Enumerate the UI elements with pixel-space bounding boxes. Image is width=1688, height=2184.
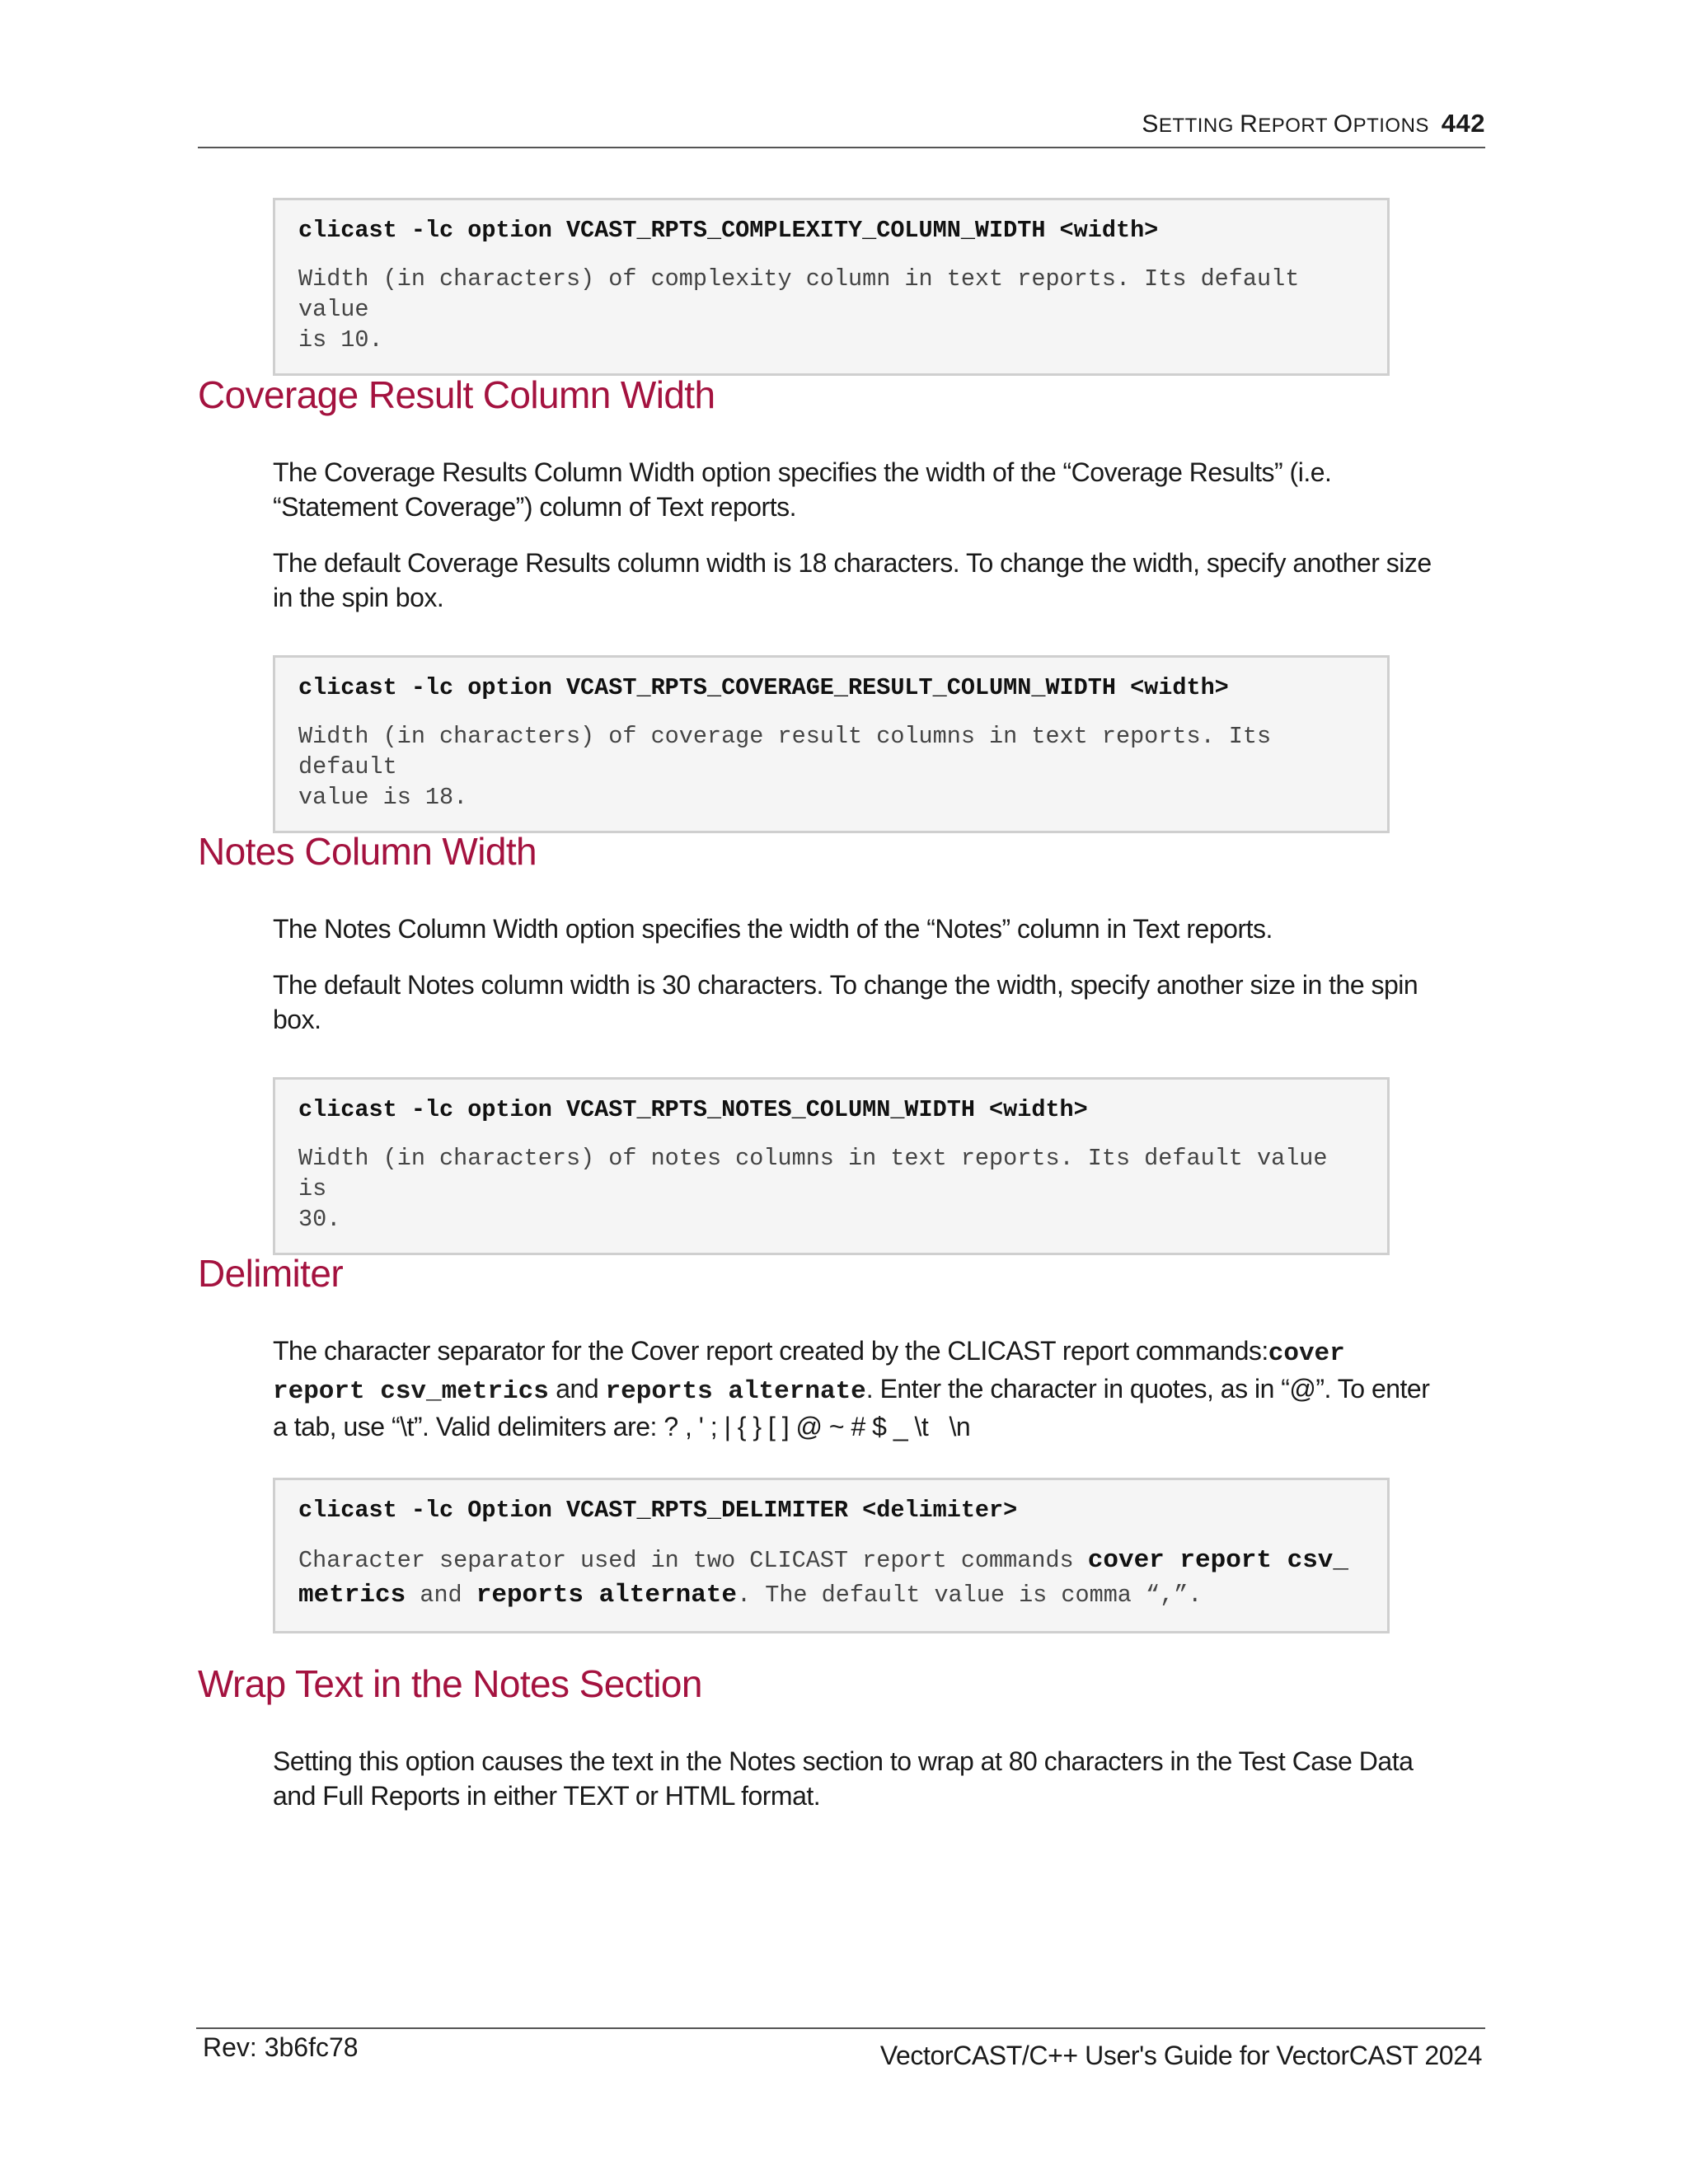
paragraph-line: box. bbox=[273, 1005, 321, 1034]
command-line: clicast -lc Option VCAST_RPTS_DELIMITER <delimiter> bbox=[298, 1497, 1018, 1524]
page-header bbox=[198, 104, 1485, 148]
header-title-part: PTIONS bbox=[1353, 115, 1429, 137]
paragraph bbox=[273, 1744, 1493, 1813]
command-description bbox=[298, 1143, 1364, 1235]
paragraph-line: The default Notes column width is 30 characters. To change the width, specify another size in the spin bbox=[273, 970, 1418, 1000]
heading-coverage-result-column-width: Coverage Result Column Width bbox=[198, 373, 715, 416]
text-run: a tab, use “\t”. Valid delimiters are: ? , ' ; | { } [ ] @ ~ # $ _ \t \n bbox=[273, 1412, 971, 1441]
description-line: Width (in characters) of coverage result columns in text reports. Its default bbox=[298, 723, 1272, 780]
code-box-complexity-width bbox=[273, 198, 1390, 376]
page-number: 442 bbox=[1441, 109, 1485, 138]
running-header-title bbox=[1142, 109, 1485, 138]
paragraph-line bbox=[273, 1409, 1493, 1444]
paragraph-line: Setting this option causes the text in the Notes section to wrap at 80 characters in the Test Case Data bbox=[273, 1746, 1414, 1776]
text-run: . The default value is comma “,”. bbox=[737, 1582, 1203, 1609]
header-title-part: R bbox=[1240, 110, 1259, 138]
paragraph-line: The default Coverage Results column width is 18 characters. To change the width, specify another size bbox=[273, 548, 1432, 578]
text-run: Character separator used in two CLICAST report commands bbox=[298, 1547, 1088, 1574]
text-run: and bbox=[548, 1374, 606, 1404]
description-line bbox=[298, 1578, 1364, 1613]
command-description bbox=[298, 721, 1364, 813]
text-run: The character separator for the Cover report created by the CLICAST report commands: bbox=[273, 1336, 1268, 1366]
paragraph bbox=[273, 1333, 1493, 1444]
command-description bbox=[298, 1544, 1364, 1613]
text-run: . Enter the character in quotes, as in “@”. To enter bbox=[865, 1374, 1430, 1404]
footer-revision: Rev: 3b6fc78 bbox=[203, 2032, 359, 2062]
inline-code: reports alternate bbox=[605, 1377, 866, 1406]
description-line: Width (in characters) of notes columns in text reports. Its default value is bbox=[298, 1145, 1328, 1202]
code-box-delimiter bbox=[273, 1478, 1390, 1633]
text-run: and bbox=[406, 1582, 476, 1609]
paragraph-line: and Full Reports in either TEXT or HTML format. bbox=[273, 1781, 821, 1811]
paragraph-line: in the spin box. bbox=[273, 583, 444, 612]
paragraph bbox=[273, 546, 1493, 615]
paragraph bbox=[273, 968, 1493, 1037]
command-line: clicast -lc option VCAST_RPTS_NOTES_COLUMN_WIDTH <width> bbox=[298, 1096, 1088, 1123]
command-line: clicast -lc option VCAST_RPTS_COMPLEXITY_COLUMN_WIDTH <width> bbox=[298, 217, 1159, 244]
heading-delimiter: Delimiter bbox=[198, 1252, 344, 1295]
description-line: 30. bbox=[298, 1206, 341, 1233]
paragraph-line bbox=[273, 1371, 1493, 1409]
code-box-coverage-result-width bbox=[273, 655, 1390, 833]
inline-code: reports alternate bbox=[476, 1581, 738, 1610]
command-description bbox=[298, 264, 1364, 355]
description-line: is 10. bbox=[298, 326, 383, 354]
footer-guide-title: VectorCAST/C++ User's Guide for VectorCAST 2024 bbox=[879, 2041, 1482, 2070]
paragraph-line bbox=[273, 1333, 1493, 1371]
paragraph bbox=[273, 912, 1493, 946]
code-box-notes-width bbox=[273, 1077, 1390, 1255]
paragraph-line: “Statement Coverage”) column of Text reports. bbox=[273, 492, 796, 522]
footer-divider bbox=[196, 2027, 1485, 2029]
heading-wrap-text-notes: Wrap Text in the Notes Section bbox=[198, 1662, 702, 1705]
description-line: value is 18. bbox=[298, 784, 468, 811]
paragraph-line: The Notes Column Width option specifies the width of the “Notes” column in Text reports. bbox=[273, 914, 1273, 944]
header-title-part: S bbox=[1142, 110, 1159, 138]
paragraph-line: The Coverage Results Column Width option specifies the width of the “Coverage Results” (i.e. bbox=[273, 457, 1332, 487]
inline-code: cover bbox=[1268, 1339, 1345, 1368]
header-title-part: O bbox=[1333, 110, 1353, 138]
inline-code: cover report csv_ bbox=[1087, 1546, 1349, 1575]
inline-code: report csv_metrics bbox=[273, 1377, 549, 1406]
header-title-part: ETTING bbox=[1158, 115, 1240, 137]
heading-notes-column-width: Notes Column Width bbox=[198, 830, 537, 873]
inline-code: metrics bbox=[298, 1581, 406, 1610]
paragraph bbox=[273, 455, 1493, 524]
description-line: Width (in characters) of complexity column in text reports. Its default value bbox=[298, 265, 1300, 323]
command-line: clicast -lc option VCAST_RPTS_COVERAGE_RESULT_COLUMN_WIDTH <width> bbox=[298, 674, 1229, 701]
description-line bbox=[298, 1544, 1364, 1578]
header-title-part: EPORT bbox=[1258, 115, 1334, 137]
